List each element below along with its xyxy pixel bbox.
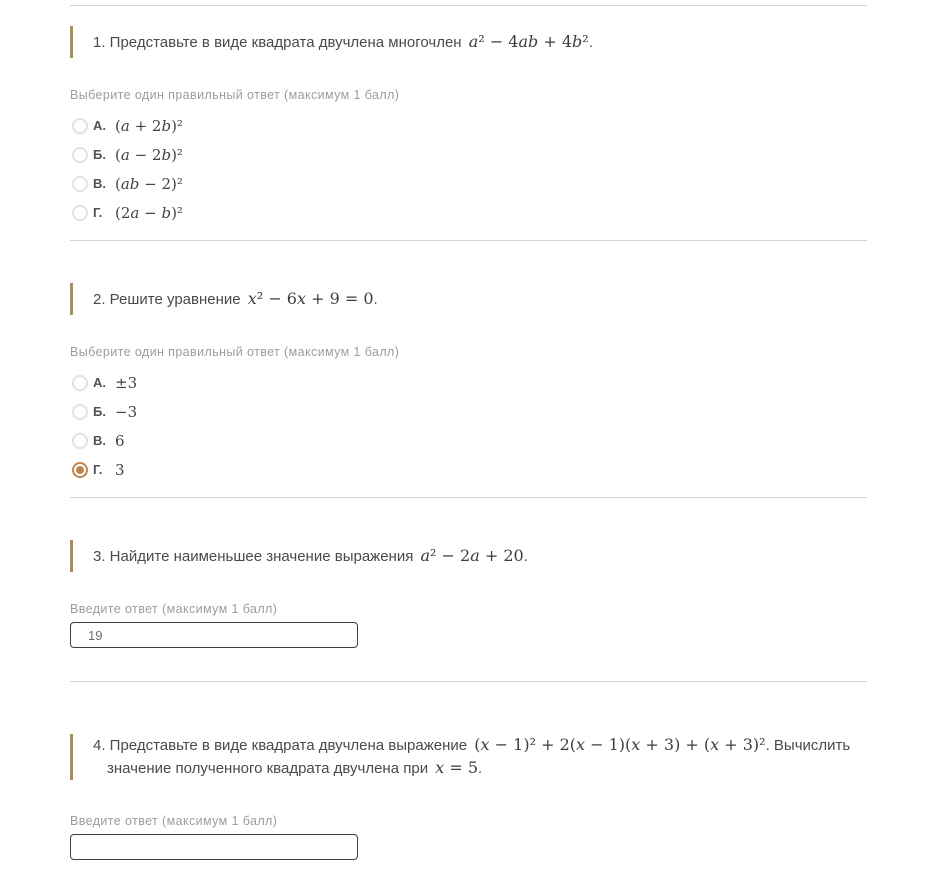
radio-button[interactable] bbox=[72, 404, 88, 420]
option-row bbox=[70, 455, 867, 484]
option-value: (2a − b)² bbox=[115, 203, 183, 222]
instruction-label: Выберите один правильный ответ (максимум 1 балл) bbox=[70, 88, 400, 102]
question-title bbox=[73, 288, 378, 311]
instruction-label: Введите ответ (максимум 1 балл) bbox=[70, 602, 278, 616]
question-block-4 bbox=[70, 734, 867, 860]
option-letter: Б. bbox=[93, 147, 106, 162]
instruction-label: Выберите один правильный ответ (максимум 1 балл) bbox=[70, 345, 400, 359]
question-prompt-end: . bbox=[588, 33, 593, 51]
instruction-label: Введите ответ (максимум 1 балл) bbox=[70, 814, 278, 828]
question-prompt-end: . bbox=[478, 760, 483, 777]
separator bbox=[70, 497, 867, 498]
option-value: 6 bbox=[115, 431, 125, 450]
option-letter: А. bbox=[93, 118, 106, 133]
option-row bbox=[70, 397, 867, 426]
separator bbox=[70, 681, 867, 682]
question-block-2 bbox=[70, 283, 867, 498]
question-title bbox=[73, 545, 528, 568]
option-letter: Г. bbox=[93, 462, 103, 477]
option-letter: Г. bbox=[93, 205, 103, 220]
question-prompt: 1. Представьте в виде квадрата двучлена многочлен bbox=[93, 33, 462, 51]
option-row bbox=[70, 169, 867, 198]
option-letter: А. bbox=[93, 375, 106, 390]
radio-button[interactable] bbox=[72, 176, 88, 192]
option-value: (ab − 2)² bbox=[115, 174, 183, 193]
radio-button[interactable] bbox=[72, 433, 88, 449]
option-letter: В. bbox=[93, 176, 106, 191]
options-list bbox=[70, 368, 867, 484]
question-title bbox=[73, 31, 593, 54]
question-prompt: 3. Найдите наименьшее значение выражения bbox=[93, 547, 414, 565]
question-formula: x² − 6x + 9 = 0 bbox=[247, 288, 374, 308]
quiz-content bbox=[70, 5, 867, 860]
options-list bbox=[70, 111, 867, 227]
option-row bbox=[70, 198, 867, 227]
question-formula: a² − 2a + 20 bbox=[420, 545, 524, 565]
question-header bbox=[70, 540, 867, 572]
radio-button-selected[interactable] bbox=[72, 462, 88, 478]
question-prompt-end: . bbox=[523, 547, 528, 565]
question-formula: a² − 4ab + 4b² bbox=[468, 31, 589, 51]
option-row bbox=[70, 111, 867, 140]
separator bbox=[70, 240, 867, 241]
question-block-1 bbox=[70, 26, 867, 241]
option-row bbox=[70, 140, 867, 169]
question-prompt: 4. Представьте в виде квадрата двучлена выражение bbox=[93, 737, 468, 754]
option-letter: Б. bbox=[93, 404, 106, 419]
question-formula-2: x = 5 bbox=[435, 758, 479, 777]
separator bbox=[70, 5, 867, 6]
radio-button[interactable] bbox=[72, 375, 88, 391]
question-prompt: 2. Решите уравнение bbox=[93, 290, 241, 308]
question-block-3 bbox=[70, 540, 867, 682]
question-title bbox=[73, 734, 867, 780]
option-value: 3 bbox=[115, 460, 125, 479]
answer-input[interactable] bbox=[70, 622, 358, 648]
option-letter: В. bbox=[93, 433, 106, 448]
radio-button[interactable] bbox=[72, 205, 88, 221]
option-value: −3 bbox=[115, 402, 138, 421]
radio-button[interactable] bbox=[72, 147, 88, 163]
question-header bbox=[70, 26, 867, 58]
question-header bbox=[70, 283, 867, 315]
question-prompt-middle: . Вычислить значение полученного квадрата двучлена при bbox=[107, 737, 851, 777]
option-value: (a − 2b)² bbox=[115, 145, 183, 164]
option-value: ±3 bbox=[115, 373, 138, 392]
radio-button[interactable] bbox=[72, 118, 88, 134]
answer-input[interactable] bbox=[70, 834, 358, 860]
option-value: (a + 2b)² bbox=[115, 116, 183, 135]
option-row bbox=[70, 426, 867, 455]
option-row bbox=[70, 368, 867, 397]
question-prompt-end: . bbox=[373, 290, 378, 308]
question-header bbox=[70, 734, 867, 780]
question-formula: (x − 1)² + 2(x − 1)(x + 3) + (x + 3)² bbox=[474, 735, 766, 754]
